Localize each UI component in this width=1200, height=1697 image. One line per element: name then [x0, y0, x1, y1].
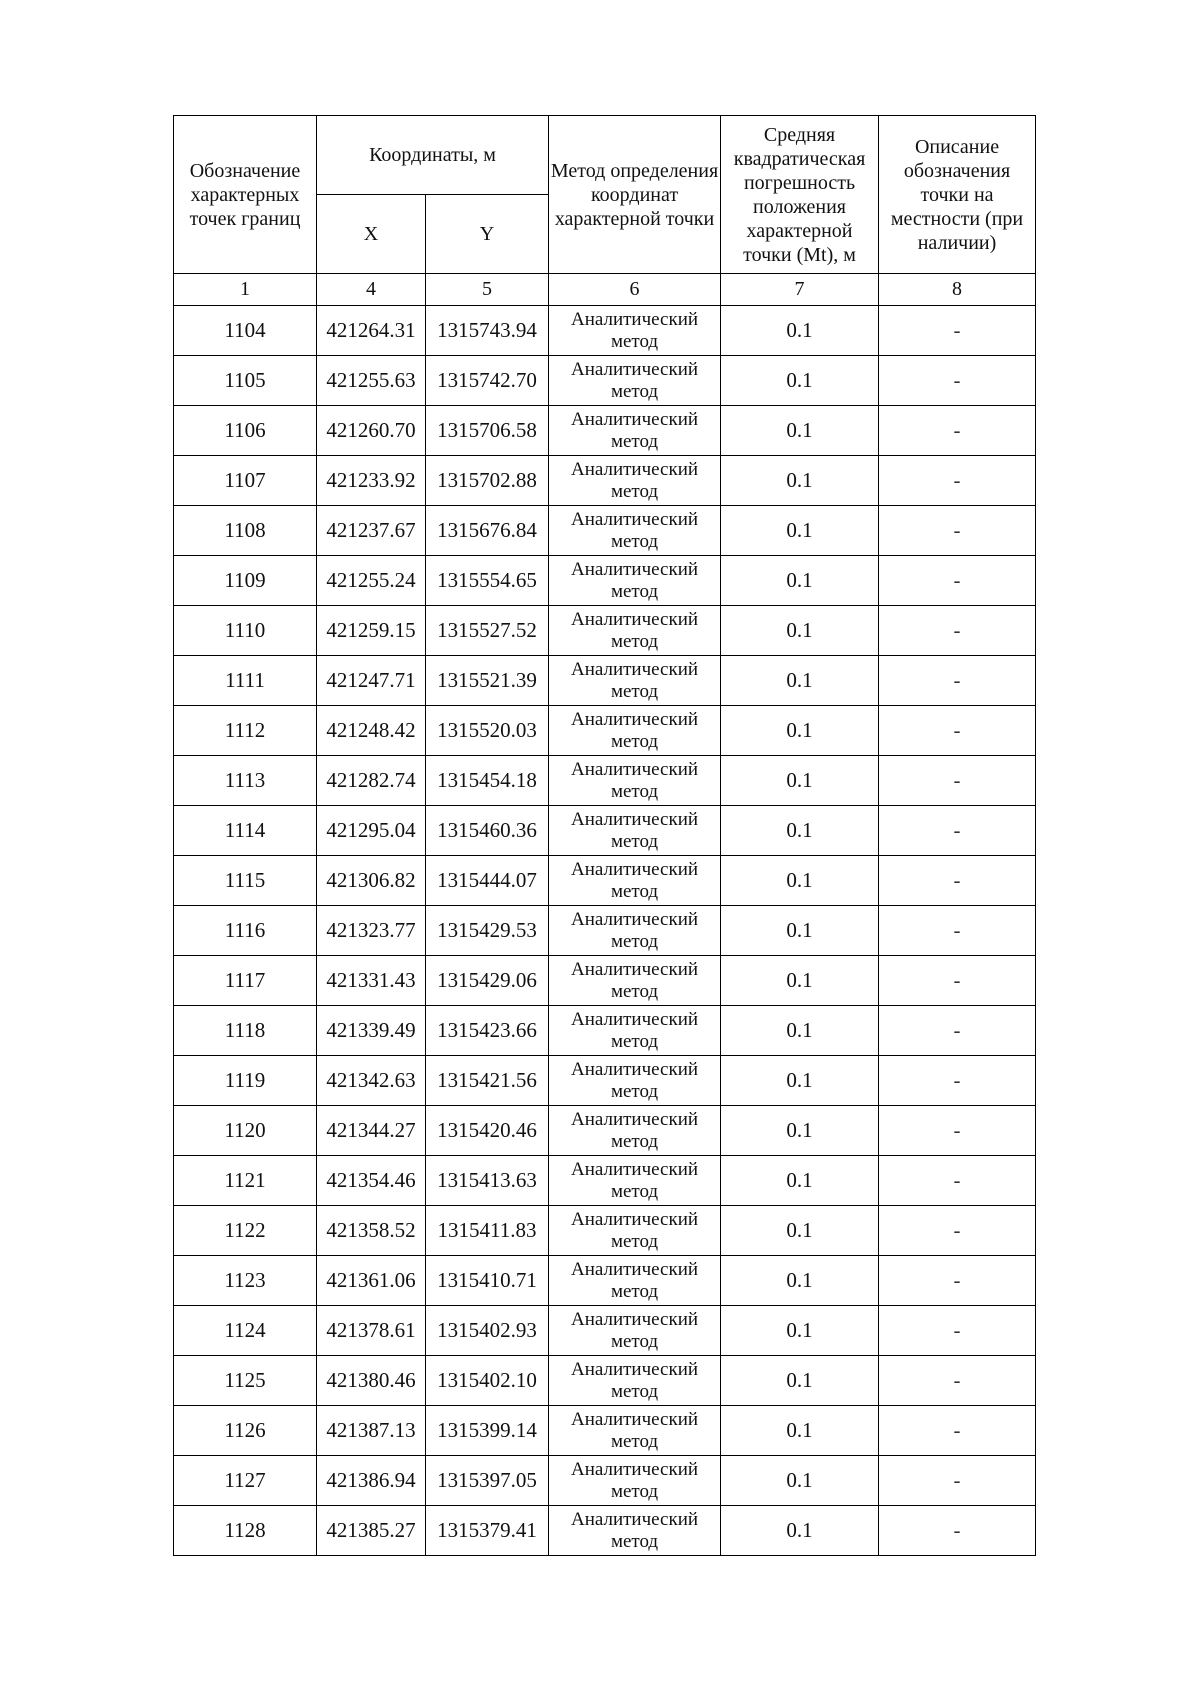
method-cell: Аналитический метод: [549, 1056, 721, 1106]
y-coordinate-cell: 1315454.18: [426, 756, 549, 806]
description-cell: -: [879, 606, 1036, 656]
error-cell: 0.1: [721, 956, 879, 1006]
method-cell: Аналитический метод: [549, 1156, 721, 1206]
table-row: [174, 856, 1036, 906]
y-coordinate-cell: 1315413.63: [426, 1156, 549, 1206]
table-row: [174, 906, 1036, 956]
point-cell: 1121: [174, 1156, 317, 1206]
table-row: [174, 456, 1036, 506]
error-cell: 0.1: [721, 356, 879, 406]
point-cell: 1120: [174, 1106, 317, 1156]
description-cell: -: [879, 306, 1036, 356]
point-cell: 1128: [174, 1506, 317, 1556]
method-cell: Аналитический метод: [549, 1506, 721, 1556]
x-coordinate-cell: 421237.67: [317, 506, 426, 556]
x-coordinate-cell: 421323.77: [317, 906, 426, 956]
y-coordinate-cell: 1315742.70: [426, 356, 549, 406]
y-coordinate-cell: 1315421.56: [426, 1056, 549, 1106]
x-coordinate-cell: 421354.46: [317, 1156, 426, 1206]
error-cell: 0.1: [721, 1406, 879, 1456]
y-coordinate-cell: 1315410.71: [426, 1256, 549, 1306]
description-cell: -: [879, 1256, 1036, 1306]
table-row: [174, 656, 1036, 706]
table-row: [174, 1506, 1036, 1556]
description-cell: -: [879, 706, 1036, 756]
error-cell: 0.1: [721, 1206, 879, 1256]
y-coordinate-cell: 1315706.58: [426, 406, 549, 456]
column-number: 8: [879, 274, 1036, 306]
table-row: [174, 1256, 1036, 1306]
x-coordinate-cell: 421342.63: [317, 1056, 426, 1106]
method-cell: Аналитический метод: [549, 506, 721, 556]
method-cell: Аналитический метод: [549, 456, 721, 506]
method-cell: Аналитический метод: [549, 656, 721, 706]
boundary-points-table: [173, 115, 1036, 1556]
x-coordinate-cell: 421358.52: [317, 1206, 426, 1256]
x-coordinate-cell: 421378.61: [317, 1306, 426, 1356]
y-coordinate-cell: 1315397.05: [426, 1456, 549, 1506]
point-cell: 1109: [174, 556, 317, 606]
y-coordinate-cell: 1315743.94: [426, 306, 549, 356]
method-cell: Аналитический метод: [549, 1456, 721, 1506]
error-cell: 0.1: [721, 656, 879, 706]
y-coordinate-cell: 1315402.93: [426, 1306, 549, 1356]
table-row: [174, 956, 1036, 1006]
x-coordinate-cell: 421247.71: [317, 656, 426, 706]
description-cell: -: [879, 1206, 1036, 1256]
column-number: 7: [721, 274, 879, 306]
table-row: [174, 306, 1036, 356]
error-cell: 0.1: [721, 506, 879, 556]
table-row: [174, 406, 1036, 456]
header-designation: Обозначение характерных точек границ: [174, 116, 317, 274]
error-cell: 0.1: [721, 1306, 879, 1356]
y-coordinate-cell: 1315402.10: [426, 1356, 549, 1406]
point-cell: 1112: [174, 706, 317, 756]
table-row: [174, 356, 1036, 406]
table-row: [174, 806, 1036, 856]
method-cell: Аналитический метод: [549, 906, 721, 956]
column-number: 4: [317, 274, 426, 306]
y-coordinate-cell: 1315460.36: [426, 806, 549, 856]
method-cell: Аналитический метод: [549, 856, 721, 906]
x-coordinate-cell: 421295.04: [317, 806, 426, 856]
description-cell: -: [879, 456, 1036, 506]
table-row: [174, 506, 1036, 556]
point-cell: 1119: [174, 1056, 317, 1106]
y-coordinate-cell: 1315520.03: [426, 706, 549, 756]
method-cell: Аналитический метод: [549, 406, 721, 456]
error-cell: 0.1: [721, 1456, 879, 1506]
error-cell: 0.1: [721, 306, 879, 356]
x-coordinate-cell: 421282.74: [317, 756, 426, 806]
error-cell: 0.1: [721, 706, 879, 756]
description-cell: -: [879, 656, 1036, 706]
point-cell: 1110: [174, 606, 317, 656]
x-coordinate-cell: 421387.13: [317, 1406, 426, 1456]
description-cell: -: [879, 1306, 1036, 1356]
error-cell: 0.1: [721, 1156, 879, 1206]
header-x: X: [317, 195, 426, 274]
table-row: [174, 1056, 1036, 1106]
point-cell: 1116: [174, 906, 317, 956]
point-cell: 1105: [174, 356, 317, 406]
x-coordinate-cell: 421339.49: [317, 1006, 426, 1056]
error-cell: 0.1: [721, 1256, 879, 1306]
table-row: [174, 1206, 1036, 1256]
point-cell: 1115: [174, 856, 317, 906]
description-cell: -: [879, 1506, 1036, 1556]
table-row: [174, 1306, 1036, 1356]
description-cell: -: [879, 956, 1036, 1006]
column-number: 5: [426, 274, 549, 306]
header-y: Y: [426, 195, 549, 274]
x-coordinate-cell: 421306.82: [317, 856, 426, 906]
method-cell: Аналитический метод: [549, 306, 721, 356]
description-cell: -: [879, 1106, 1036, 1156]
method-cell: Аналитический метод: [549, 756, 721, 806]
table-row: [174, 756, 1036, 806]
point-cell: 1117: [174, 956, 317, 1006]
method-cell: Аналитический метод: [549, 1406, 721, 1456]
point-cell: 1108: [174, 506, 317, 556]
description-cell: -: [879, 506, 1036, 556]
y-coordinate-cell: 1315676.84: [426, 506, 549, 556]
description-cell: -: [879, 1056, 1036, 1106]
x-coordinate-cell: 421380.46: [317, 1356, 426, 1406]
description-cell: -: [879, 856, 1036, 906]
method-cell: Аналитический метод: [549, 1256, 721, 1306]
point-cell: 1107: [174, 456, 317, 506]
error-cell: 0.1: [721, 606, 879, 656]
y-coordinate-cell: 1315420.46: [426, 1106, 549, 1156]
point-cell: 1125: [174, 1356, 317, 1406]
x-coordinate-cell: 421260.70: [317, 406, 426, 456]
x-coordinate-cell: 421386.94: [317, 1456, 426, 1506]
point-cell: 1106: [174, 406, 317, 456]
y-coordinate-cell: 1315399.14: [426, 1406, 549, 1456]
point-cell: 1111: [174, 656, 317, 706]
method-cell: Аналитический метод: [549, 706, 721, 756]
description-cell: -: [879, 556, 1036, 606]
table-row: [174, 1456, 1036, 1506]
table-body: [174, 306, 1036, 1556]
y-coordinate-cell: 1315444.07: [426, 856, 549, 906]
method-cell: Аналитический метод: [549, 1356, 721, 1406]
x-coordinate-cell: 421361.06: [317, 1256, 426, 1306]
point-cell: 1114: [174, 806, 317, 856]
table-row: [174, 1106, 1036, 1156]
x-coordinate-cell: 421248.42: [317, 706, 426, 756]
column-number: 6: [549, 274, 721, 306]
point-cell: 1123: [174, 1256, 317, 1306]
error-cell: 0.1: [721, 1006, 879, 1056]
description-cell: -: [879, 1406, 1036, 1456]
point-cell: 1127: [174, 1456, 317, 1506]
method-cell: Аналитический метод: [549, 1306, 721, 1356]
y-coordinate-cell: 1315702.88: [426, 456, 549, 506]
y-coordinate-cell: 1315379.41: [426, 1506, 549, 1556]
table-row: [174, 606, 1036, 656]
description-cell: -: [879, 806, 1036, 856]
y-coordinate-cell: 1315521.39: [426, 656, 549, 706]
description-cell: -: [879, 356, 1036, 406]
column-number: 1: [174, 274, 317, 306]
error-cell: 0.1: [721, 756, 879, 806]
error-cell: 0.1: [721, 1056, 879, 1106]
y-coordinate-cell: 1315429.53: [426, 906, 549, 956]
error-cell: 0.1: [721, 556, 879, 606]
header-error: Средняя квадратическая погрешность положения характерной точки (Mt), м: [721, 116, 879, 274]
column-numbers-row: [174, 274, 1036, 306]
method-cell: Аналитический метод: [549, 556, 721, 606]
point-cell: 1126: [174, 1406, 317, 1456]
x-coordinate-cell: 421233.92: [317, 456, 426, 506]
y-coordinate-cell: 1315527.52: [426, 606, 549, 656]
x-coordinate-cell: 421264.31: [317, 306, 426, 356]
method-cell: Аналитический метод: [549, 1006, 721, 1056]
description-cell: -: [879, 1006, 1036, 1056]
x-coordinate-cell: 421255.63: [317, 356, 426, 406]
x-coordinate-cell: 421259.15: [317, 606, 426, 656]
table-row: [174, 556, 1036, 606]
point-cell: 1104: [174, 306, 317, 356]
header-description: Описание обозначения точки на местности (при наличии): [879, 116, 1036, 274]
method-cell: Аналитический метод: [549, 1106, 721, 1156]
method-cell: Аналитический метод: [549, 1206, 721, 1256]
error-cell: 0.1: [721, 456, 879, 506]
y-coordinate-cell: 1315554.65: [426, 556, 549, 606]
description-cell: -: [879, 906, 1036, 956]
method-cell: Аналитический метод: [549, 956, 721, 1006]
description-cell: -: [879, 1356, 1036, 1406]
table-row: [174, 1406, 1036, 1456]
table-row: [174, 706, 1036, 756]
header-coordinates: Координаты, м: [317, 116, 549, 195]
error-cell: 0.1: [721, 856, 879, 906]
y-coordinate-cell: 1315411.83: [426, 1206, 549, 1256]
method-cell: Аналитический метод: [549, 606, 721, 656]
x-coordinate-cell: 421344.27: [317, 1106, 426, 1156]
y-coordinate-cell: 1315429.06: [426, 956, 549, 1006]
point-cell: 1122: [174, 1206, 317, 1256]
error-cell: 0.1: [721, 1106, 879, 1156]
coordinates-document: [173, 115, 1035, 1556]
method-cell: Аналитический метод: [549, 356, 721, 406]
description-cell: -: [879, 1456, 1036, 1506]
error-cell: 0.1: [721, 1356, 879, 1406]
header-method: Метод определения координат характерной точки: [549, 116, 721, 274]
y-coordinate-cell: 1315423.66: [426, 1006, 549, 1056]
error-cell: 0.1: [721, 806, 879, 856]
error-cell: 0.1: [721, 906, 879, 956]
point-cell: 1124: [174, 1306, 317, 1356]
table-row: [174, 1156, 1036, 1206]
point-cell: 1113: [174, 756, 317, 806]
method-cell: Аналитический метод: [549, 806, 721, 856]
table-row: [174, 1356, 1036, 1406]
error-cell: 0.1: [721, 406, 879, 456]
point-cell: 1118: [174, 1006, 317, 1056]
x-coordinate-cell: 421385.27: [317, 1506, 426, 1556]
x-coordinate-cell: 421255.24: [317, 556, 426, 606]
x-coordinate-cell: 421331.43: [317, 956, 426, 1006]
table-row: [174, 1006, 1036, 1056]
description-cell: -: [879, 756, 1036, 806]
description-cell: -: [879, 1156, 1036, 1206]
description-cell: -: [879, 406, 1036, 456]
error-cell: 0.1: [721, 1506, 879, 1556]
